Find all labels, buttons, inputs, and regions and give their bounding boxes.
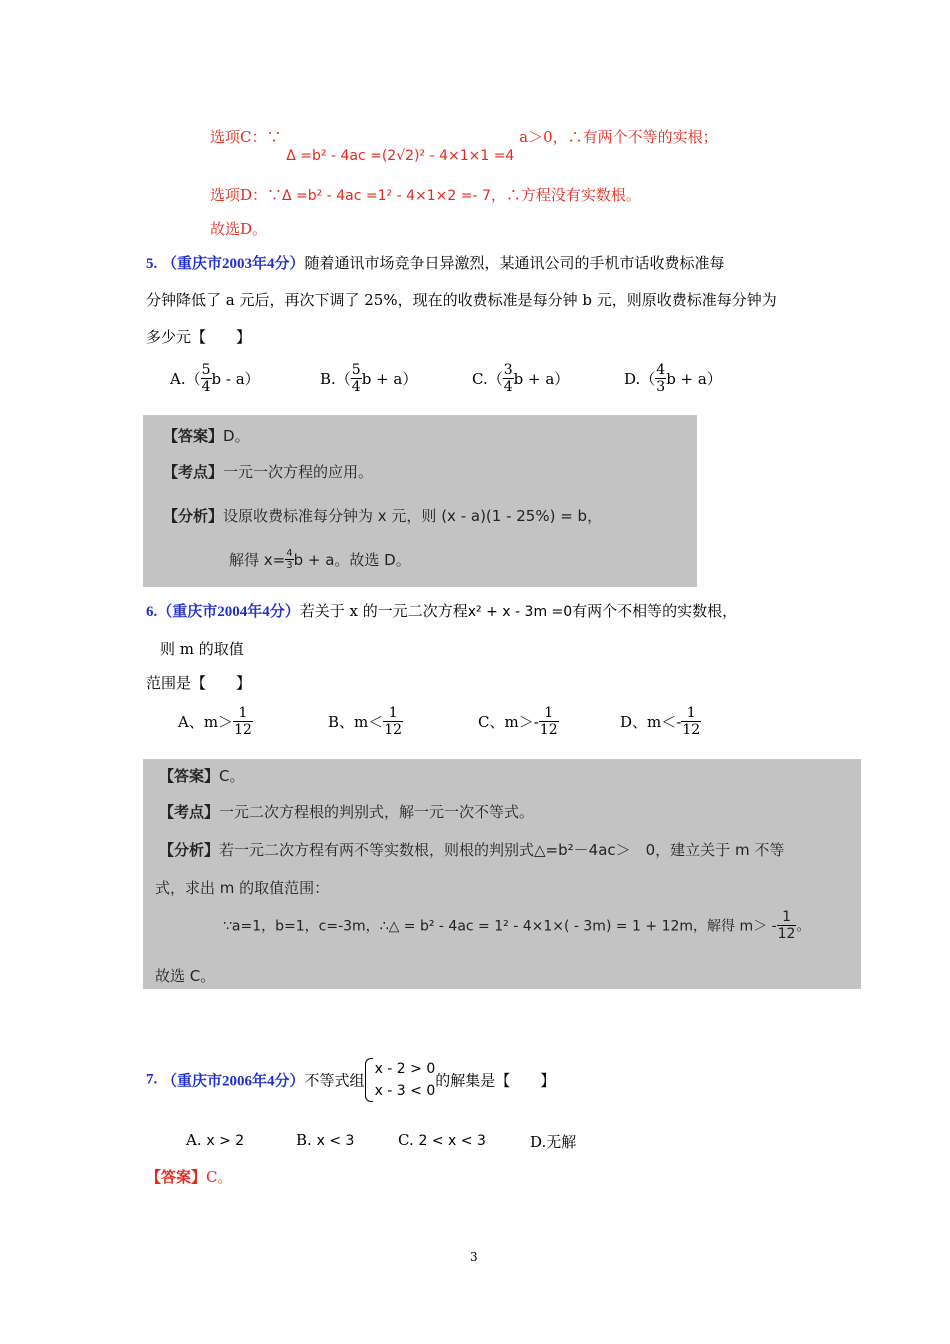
q6-source: （重庆市2004年4分） bbox=[157, 604, 300, 620]
q7-option-a-text: x > 2 bbox=[206, 1133, 245, 1149]
q6-point: 一元二次方程根的判别式，解一元一次不等式。 bbox=[219, 803, 535, 821]
q7-source: （重庆市2006年4分） bbox=[162, 1073, 305, 1090]
q5-point: 一元一次方程的应用。 bbox=[223, 463, 374, 481]
fraction-numerator: 5 bbox=[201, 362, 211, 378]
q7-option-a bbox=[186, 1131, 244, 1149]
q6-option-a-label: A、m＞ bbox=[178, 713, 234, 731]
prev-option-c-line bbox=[210, 126, 718, 164]
fraction-denominator: 4 bbox=[351, 379, 361, 395]
q5-option-a-label: A.（ bbox=[170, 370, 201, 388]
q5-number: 5. bbox=[146, 256, 158, 272]
q5-text-line1: 随着通讯市场竞争日异激烈，某通讯公司的手机市话收费标准每 bbox=[304, 254, 725, 272]
q5-option-b-label: B.（ bbox=[320, 370, 351, 388]
point-tag: 【考点】 bbox=[159, 803, 220, 821]
q6-number: 6. bbox=[146, 604, 158, 620]
q6-option-b-label: B、m＜ bbox=[328, 713, 384, 731]
q5-solve-row bbox=[229, 548, 411, 571]
q7-text-a: 不等式组 bbox=[304, 1071, 365, 1090]
q6-option-d-label: D、m＜- bbox=[620, 713, 682, 731]
fraction-numerator: 4 bbox=[656, 362, 666, 378]
q7-text-b: 的解集是【 】 bbox=[435, 1071, 556, 1090]
prev-choose-text: 故选D。 bbox=[210, 220, 268, 238]
q6-options bbox=[178, 705, 738, 749]
q6-option-d bbox=[620, 705, 701, 738]
q6-calc-row bbox=[223, 909, 810, 942]
analysis-tag: 【分析】 bbox=[159, 841, 220, 859]
q6-option-a bbox=[178, 705, 253, 738]
q7-option-c-text: 2 < x < 3 bbox=[418, 1133, 486, 1149]
prev-option-d-prefix: 选项D：∵ bbox=[210, 186, 283, 204]
q5-option-c bbox=[472, 362, 569, 395]
fraction-denominator: 3 bbox=[656, 379, 666, 395]
q7-option-b-label: B. bbox=[296, 1131, 312, 1149]
q6-calc-fraction bbox=[777, 909, 797, 942]
fraction-denominator: 12 bbox=[384, 722, 403, 738]
fraction-numerator: 5 bbox=[351, 362, 361, 378]
q7-option-b-text: x < 3 bbox=[316, 1133, 355, 1149]
q5-option-a bbox=[170, 362, 260, 395]
q5-option-c-tail: b + a） bbox=[513, 370, 570, 388]
q6-analysis-row bbox=[159, 839, 784, 860]
answer-tag: 【答案】 bbox=[163, 427, 224, 445]
fraction-numerator: 4 bbox=[286, 548, 293, 559]
fraction-denominator: 12 bbox=[682, 722, 701, 738]
q6-text-line2: 则 m 的取值 bbox=[160, 640, 244, 658]
q5-option-b-tail: b + a） bbox=[361, 370, 418, 388]
q7-option-b bbox=[296, 1131, 354, 1149]
q7-number: 7. bbox=[146, 1071, 158, 1088]
prev-option-d-formula: Δ =b² - 4ac =1² - 4×1×2 =- 7 bbox=[282, 188, 491, 204]
q7-answer-row bbox=[146, 1166, 233, 1187]
q5-point-row bbox=[163, 461, 373, 482]
q5-text-line2: 分钟降低了 a 元后，再次下调了 25%，现在的收费标准是每分钟 b 元，则原收费标准每分钟为 bbox=[146, 291, 777, 309]
page-number: 3 bbox=[470, 1250, 478, 1264]
prev-option-d-suffix: ，∴方程没有实数根。 bbox=[490, 186, 641, 204]
q7-options bbox=[186, 1131, 606, 1155]
q5-analysis-row bbox=[163, 505, 602, 526]
fraction-denominator: 3 bbox=[286, 560, 293, 571]
fraction-numerator: 3 bbox=[503, 362, 513, 378]
q5-option-d bbox=[624, 362, 722, 395]
q5-text-line3: 多少元【 】 bbox=[146, 328, 252, 346]
q5-option-c-fraction bbox=[503, 362, 514, 395]
q6-option-b-fraction bbox=[383, 705, 403, 738]
q6-option-b bbox=[328, 705, 403, 738]
q5-answer-row bbox=[163, 425, 250, 446]
q6-answer-box bbox=[143, 759, 861, 989]
q7-option-a-label: A. bbox=[186, 1131, 202, 1149]
prev-option-c-prefix: 选项C：∵ bbox=[210, 128, 282, 146]
q5-line1 bbox=[146, 252, 725, 273]
q7-option-c bbox=[398, 1131, 486, 1149]
point-tag: 【考点】 bbox=[163, 463, 224, 481]
q5-option-b-fraction bbox=[351, 362, 362, 395]
q6-text-a: 若关于 x 的一元二次方程 bbox=[299, 602, 468, 620]
q7-line1 bbox=[146, 1058, 555, 1102]
q6-point-row bbox=[159, 801, 534, 822]
q6-line1 bbox=[146, 600, 737, 621]
q6-calc-end: 。 bbox=[796, 918, 811, 935]
q6-option-a-fraction bbox=[233, 705, 253, 738]
fraction-denominator: 4 bbox=[201, 379, 211, 395]
fraction-numerator: 1 bbox=[539, 705, 559, 722]
brace-icon bbox=[365, 1058, 373, 1102]
q6-choose: 故选 C。 bbox=[155, 967, 216, 985]
q7-option-d: D.无解 bbox=[530, 1133, 577, 1151]
q6-answer-row bbox=[159, 765, 245, 786]
q6-text-line3: 范围是【 】 bbox=[146, 674, 252, 692]
q5-options bbox=[170, 362, 790, 406]
q5-answer-box bbox=[143, 415, 697, 587]
answer-tag: 【答案】 bbox=[146, 1168, 207, 1186]
fraction-numerator: 1 bbox=[681, 705, 701, 722]
q5-analysis: 设原收费标准每分钟为 x 元，则 (x - a)(1 - 25%) = b， bbox=[223, 507, 603, 525]
q7-option-c-label: C. bbox=[398, 1131, 414, 1149]
answer-tag: 【答案】 bbox=[159, 767, 220, 785]
analysis-tag: 【分析】 bbox=[163, 507, 224, 525]
prev-option-c-formula: Δ =b² - 4ac =(2√2)² - 4×1×1 =4 bbox=[286, 148, 515, 164]
fraction-denominator: 12 bbox=[234, 722, 252, 738]
fraction-denominator: 12 bbox=[777, 926, 796, 942]
q6-calc: ∵a=1，b=1，c=-3m，∴△ = b² - 4ac = 1² - 4×1×( - 3m) = 1 + 12m，解得 m＞ - bbox=[223, 918, 777, 935]
q5-answer: D。 bbox=[223, 427, 250, 445]
fraction-numerator: 1 bbox=[233, 705, 253, 722]
q6-option-c-fraction bbox=[539, 705, 559, 738]
q5-solve-fraction bbox=[285, 548, 293, 571]
q5-option-d-fraction bbox=[655, 362, 666, 395]
q5-option-a-tail: b - a） bbox=[211, 370, 260, 388]
fraction-denominator: 4 bbox=[503, 379, 513, 395]
q5-option-c-label: C.（ bbox=[472, 370, 503, 388]
q6-analysis-line2: 式，求出 m 的取值范围： bbox=[155, 879, 330, 897]
q7-answer: C。 bbox=[206, 1168, 233, 1186]
q5-solve-prefix: 解得 x= bbox=[229, 551, 286, 569]
q6-option-c bbox=[478, 705, 559, 738]
q7-inequality-1: x - 2 > 0 bbox=[374, 1061, 436, 1077]
q5-source: （重庆市2003年4分） bbox=[162, 256, 305, 272]
q6-equation: x² + x - 3m =0 bbox=[467, 604, 573, 620]
q5-option-d-label: D.（ bbox=[624, 370, 656, 388]
fraction-numerator: 1 bbox=[777, 909, 797, 926]
q6-analysis-line1: 若一元二次方程有两不等实数根，则根的判别式△=b²－4ac＞ 0，建立关于 m 不等 bbox=[219, 841, 785, 859]
q5-solve-suffix: b + a。故选 D。 bbox=[293, 551, 411, 569]
prev-option-d-line bbox=[210, 184, 641, 205]
q7-inequality-system bbox=[365, 1058, 436, 1102]
q5-option-a-fraction bbox=[201, 362, 212, 395]
q6-option-c-label: C、m＞- bbox=[478, 713, 539, 731]
fraction-numerator: 1 bbox=[383, 705, 403, 722]
fraction-denominator: 12 bbox=[539, 722, 558, 738]
q5-option-b bbox=[320, 362, 417, 395]
q6-answer: C。 bbox=[219, 767, 245, 785]
q6-option-d-fraction bbox=[681, 705, 701, 738]
q5-option-d-tail: b + a） bbox=[666, 370, 722, 388]
prev-option-c-suffix: a＞0，∴有两个不等的实根； bbox=[519, 128, 718, 146]
q7-inequality-2: x - 3 < 0 bbox=[374, 1083, 436, 1099]
q6-text-b: 有两个不相等的实数根， bbox=[572, 602, 738, 620]
